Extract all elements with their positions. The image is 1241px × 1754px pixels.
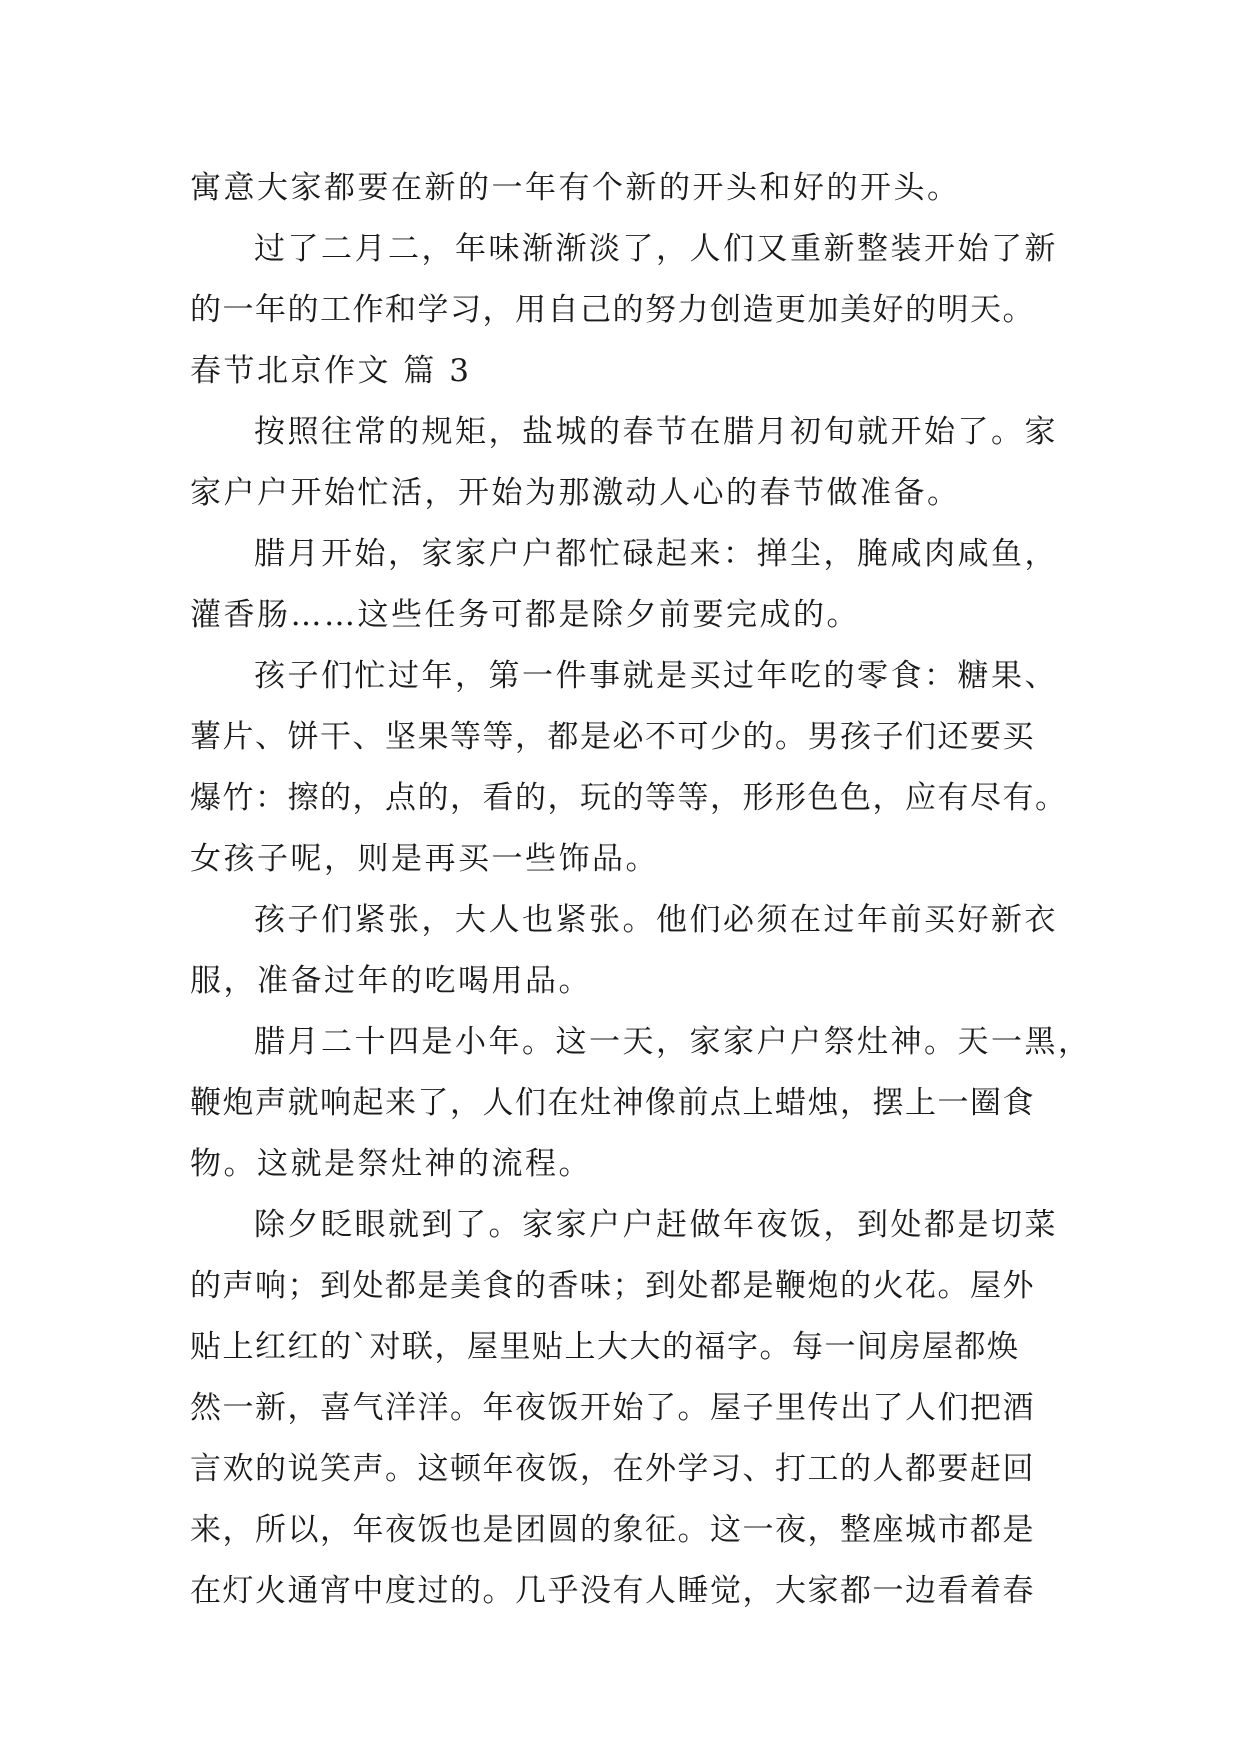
document-body: [190, 158, 1092, 1622]
text-line: 女孩子呢，则是再买一些饰品。: [190, 841, 659, 877]
section-heading: 春节北京作文 篇 3: [190, 353, 472, 389]
text-line: 过了二月二，年味渐渐淡了，人们又重新整装开始了新: [254, 231, 1058, 267]
text-line: 来，所以，年夜饭也是团圆的象征。这一夜，整座城市都是: [190, 1512, 1035, 1548]
text-line: 腊月开始，家家户户都忙碌起来：掸尘，腌咸肉咸鱼，: [254, 536, 1058, 572]
text-line: 服，准备过年的吃喝用品。: [190, 963, 592, 999]
text-line: 爆竹：擦的，点的，看的，玩的等等，形形色色，应有尽有。: [190, 780, 1068, 816]
text-line: 薯片、饼干、坚果等等，都是必不可少的。男孩子们还要买: [190, 719, 1035, 755]
text-line: 孩子们紧张，大人也紧张。他们必须在过年前买好新衣: [254, 902, 1058, 938]
text-line: 按照往常的规矩，盐城的春节在腊月初旬就开始了。家: [254, 414, 1058, 450]
text-line: 灌香肠……这些任务可都是除夕前要完成的。: [190, 597, 860, 633]
text-line: 腊月二十四是小年。这一天，家家户户祭灶神。天一黑，: [254, 1024, 1092, 1060]
text-line: 的一年的工作和学习，用自己的努力创造更加美好的明天。: [190, 292, 1035, 328]
text-line: 贴上红红的`对联，屋里贴上大大的福字。每一间房屋都焕: [190, 1329, 1020, 1365]
text-line: 言欢的说笑声。这顿年夜饭，在外学习、打工的人都要赶回: [190, 1451, 1035, 1487]
text-line: 的声响；到处都是美食的香味；到处都是鞭炮的火花。屋外: [190, 1268, 1035, 1304]
text-line: 物。这就是祭灶神的流程。: [190, 1146, 592, 1182]
text-line: 除夕眨眼就到了。家家户户赶做年夜饭，到处都是切菜: [254, 1207, 1058, 1243]
text-line: 寓意大家都要在新的一年有个新的开头和好的开头。: [190, 170, 961, 206]
text-line: 在灯火通宵中度过的。几乎没有人睡觉，大家都一边看着春: [190, 1573, 1035, 1609]
text-line: 孩子们忙过年，第一件事就是买过年吃的零食：糖果、: [254, 658, 1058, 694]
text-line: 然一新，喜气洋洋。年夜饭开始了。屋子里传出了人们把酒: [190, 1390, 1035, 1426]
text-line: 家户户开始忙活，开始为那激动人心的春节做准备。: [190, 475, 961, 511]
text-line: 鞭炮声就响起来了，人们在灶神像前点上蜡烛，摆上一圈食: [190, 1085, 1035, 1121]
